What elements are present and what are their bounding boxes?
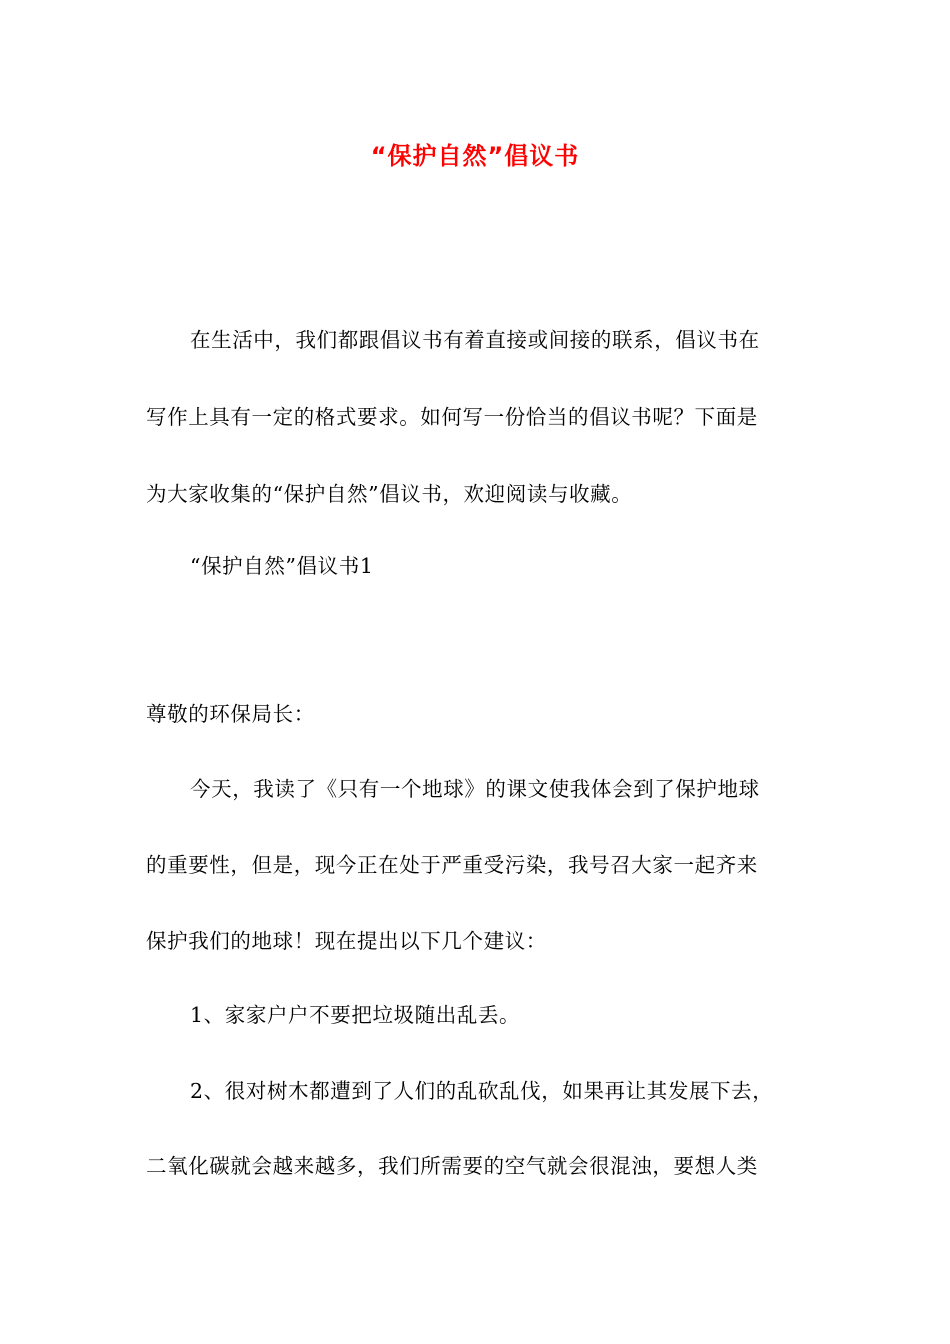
intro-line-3: 为大家收集的“保护自然”倡议书，欢迎阅读与收藏。 bbox=[146, 482, 633, 506]
body-line-2: 的重要性，但是，现今正在处于严重受污染，我号召大家一起齐来 bbox=[146, 853, 758, 877]
body-line-3: 保护我们的地球！现在提出以下几个建议： bbox=[146, 929, 547, 953]
salutation: 尊敬的环保局长： bbox=[146, 702, 315, 726]
document-title: “保护自然”倡议书 bbox=[370, 142, 580, 170]
suggestion-2-line-1: 2、很对树木都遭到了人们的乱砍乱伐，如果再让其发展下去， bbox=[190, 1079, 774, 1103]
intro-line-2: 写作上具有一定的格式要求。如何写一份恰当的倡议书呢？下面是 bbox=[146, 405, 758, 429]
suggestion-1: 1、家家户户不要把垃圾随出乱丢。 bbox=[190, 1003, 521, 1027]
suggestion-2-line-2: 二氧化碳就会越来越多，我们所需要的空气就会很混浊，要想人类 bbox=[146, 1154, 758, 1178]
intro-line-1: 在生活中，我们都跟倡议书有着直接或间接的联系，倡议书在 bbox=[190, 328, 760, 352]
body-line-1: 今天，我读了《只有一个地球》的课文使我体会到了保护地球 bbox=[190, 777, 760, 801]
section-heading: “保护自然”倡议书1 bbox=[190, 554, 374, 578]
